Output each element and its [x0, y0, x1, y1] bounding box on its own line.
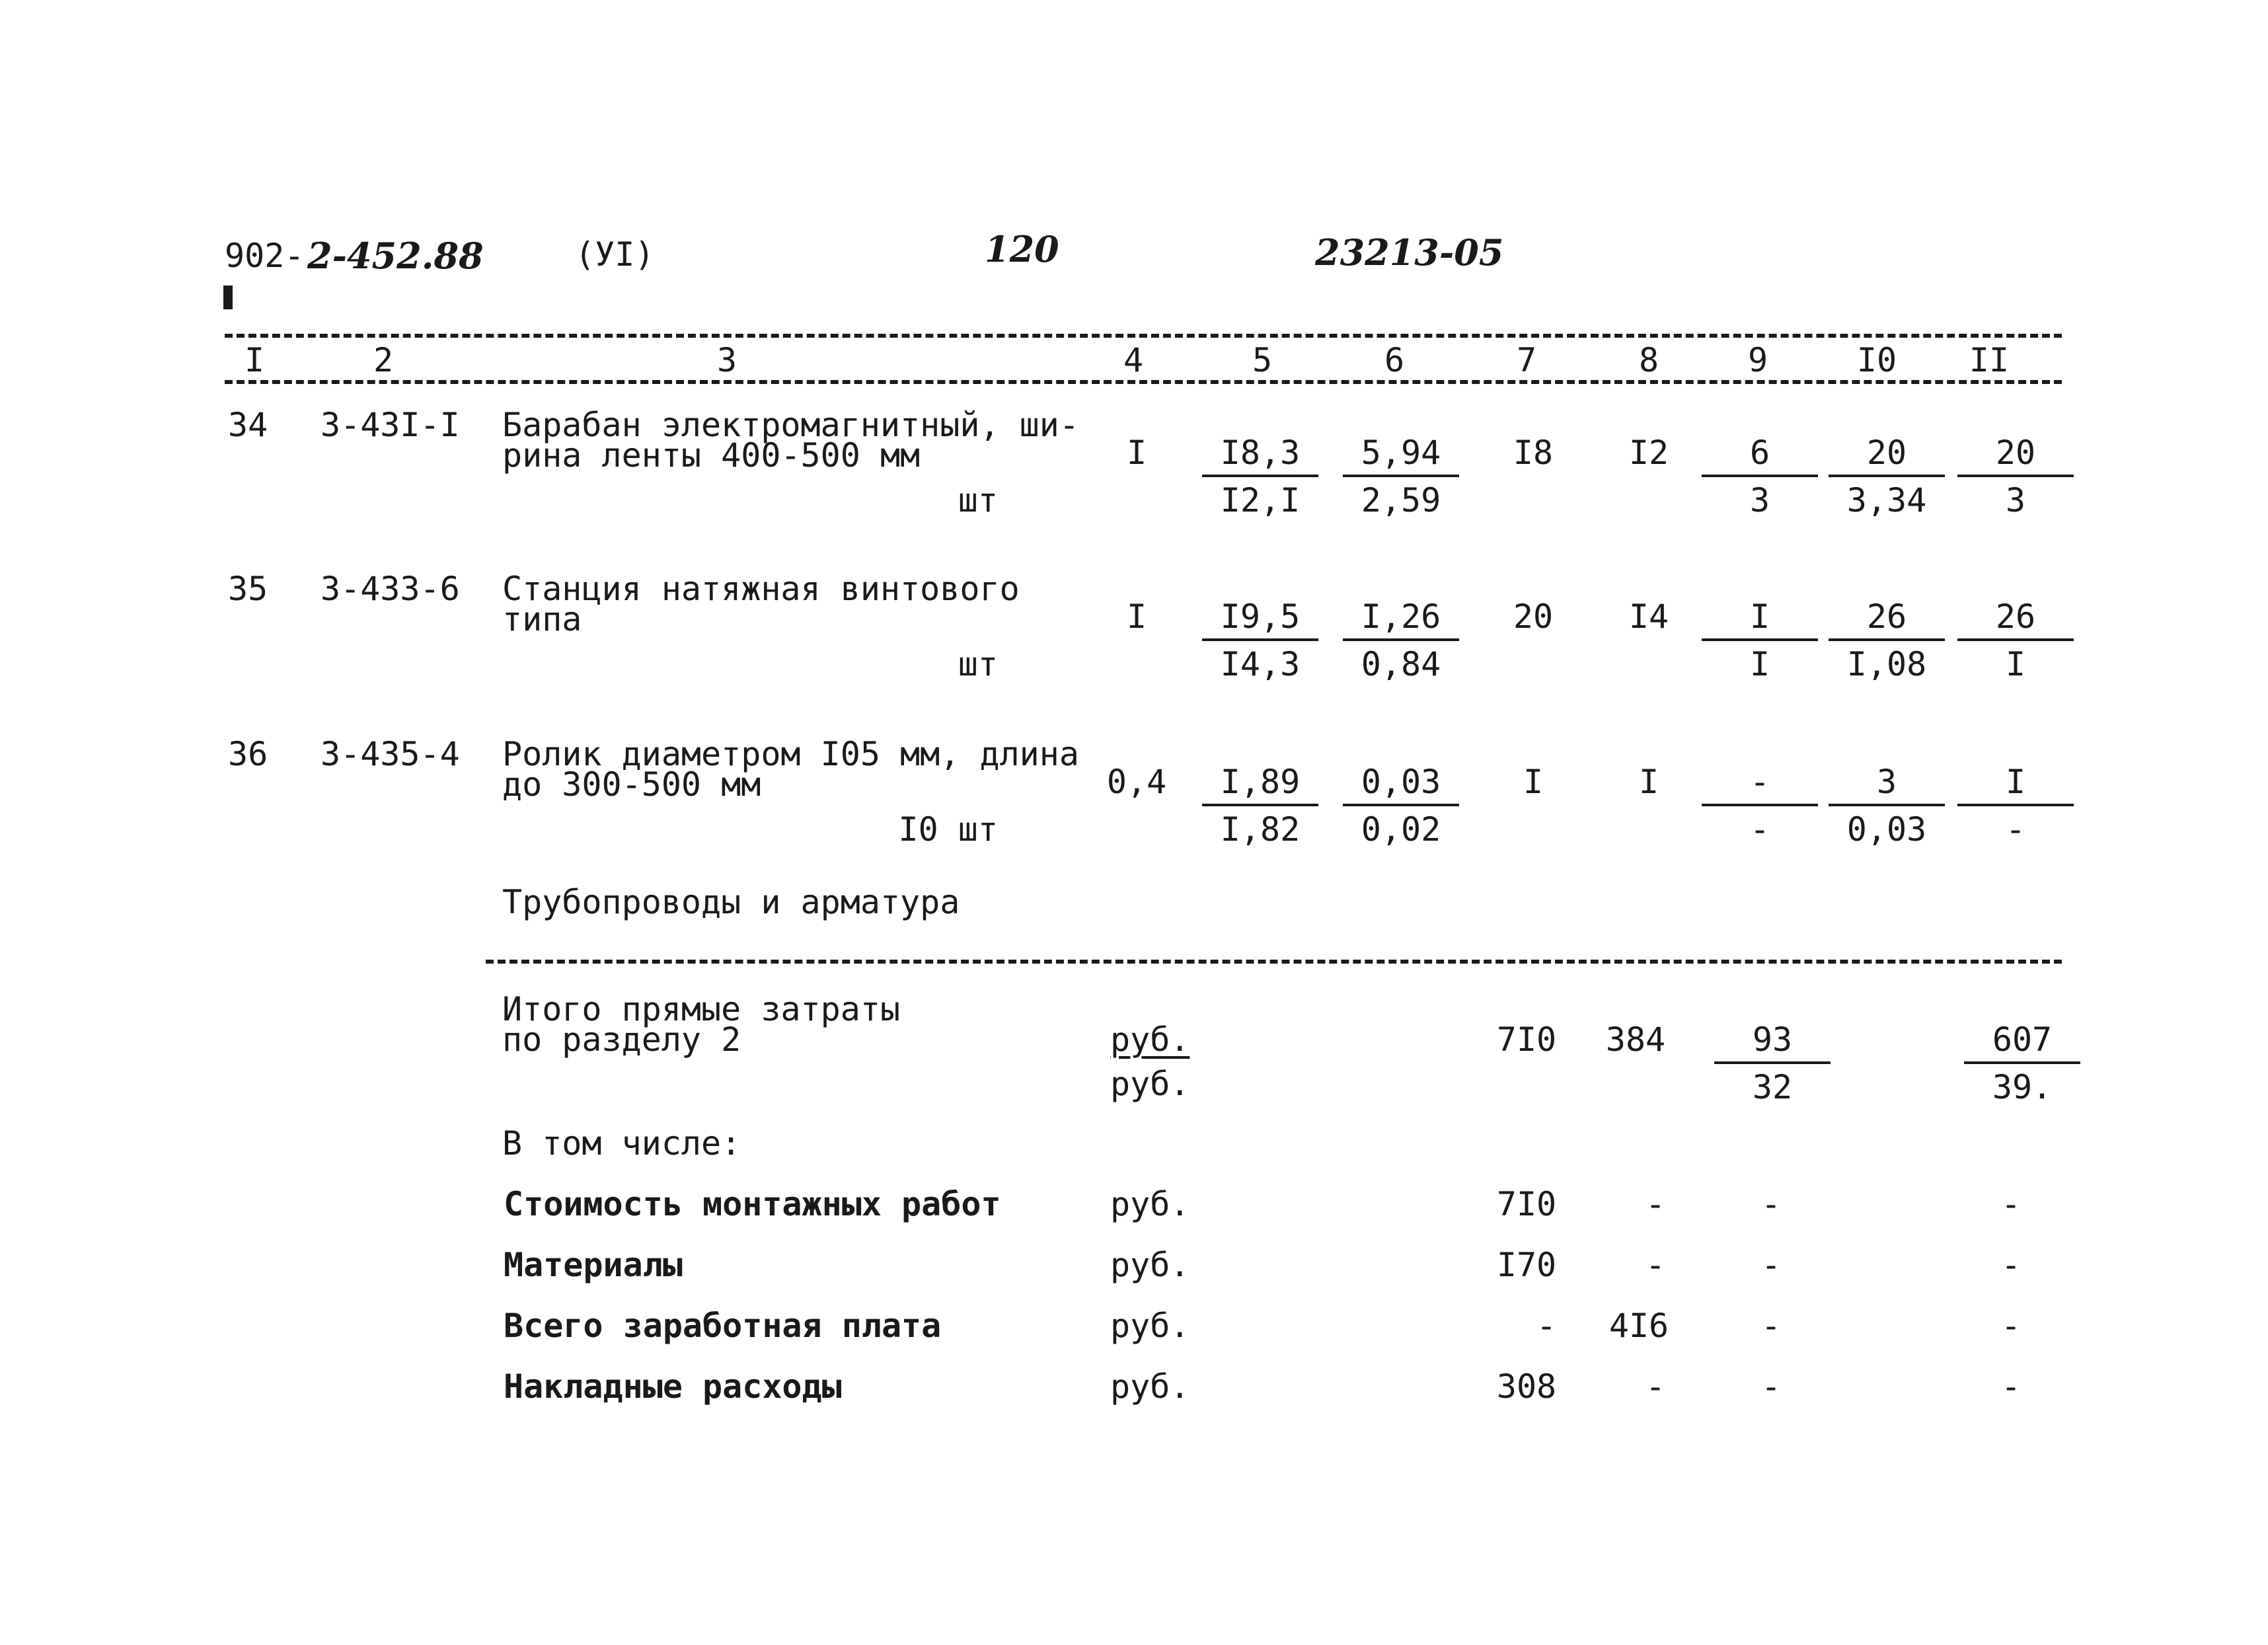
row-code: 3-435-4	[321, 735, 460, 773]
row-col11-num: 26	[1995, 597, 2036, 636]
section-label: (УI)	[575, 235, 655, 274]
row-col6-num: 0,03	[1361, 763, 1441, 801]
row-unit: шт	[958, 481, 998, 519]
row-col7: 20	[1513, 597, 1554, 636]
row-col6-den: 0,84	[1361, 645, 1441, 683]
row-col5-num: I9,5	[1220, 597, 1301, 636]
row-col10-num: 20	[1866, 434, 1907, 472]
header-rule-top	[225, 334, 2062, 338]
row-col9	[1687, 765, 1833, 847]
col-header-11: II	[1969, 341, 2010, 379]
row-unit: шт	[958, 645, 998, 683]
row-col5	[1188, 765, 1333, 847]
col-header-2: 2	[373, 341, 394, 379]
row-col10-den: I,08	[1846, 645, 1927, 683]
totals-col11	[1949, 1020, 2095, 1106]
col-header-7: 7	[1516, 341, 1537, 379]
row-name-line2: рина ленты 400-500 мм	[502, 436, 921, 475]
col-header-9: 9	[1747, 341, 1768, 379]
row-qty: 0,4	[1106, 763, 1167, 801]
fraction-bar	[1343, 804, 1459, 806]
fraction-bar	[1957, 804, 2074, 806]
totals-col9-den: 32	[1752, 1068, 1793, 1106]
page-number: 120	[985, 228, 1059, 270]
fraction-bar	[1957, 638, 2074, 641]
totals-unit-top: руб.	[1110, 1020, 1190, 1059]
row-col9-num: 6	[1749, 434, 1770, 472]
row-col6-den: 0,02	[1361, 810, 1441, 849]
fraction-bar	[1714, 1061, 1831, 1064]
row-col5-den: I2,I	[1220, 481, 1301, 519]
doc-code-suffix: 2-452.88	[307, 235, 484, 277]
row-col5-num: I,89	[1220, 763, 1301, 801]
breakdown-col11: -	[2000, 1307, 2022, 1345]
row-col8: I4	[1628, 597, 1669, 636]
row-col6-num: I,26	[1361, 597, 1441, 636]
row-col11-den: I	[2005, 645, 2026, 683]
col-header-1: I	[244, 341, 265, 379]
breakdown-col9: -	[1760, 1246, 1782, 1284]
breakdown-label: Всего заработная плата	[504, 1307, 942, 1345]
fraction-bar	[1702, 804, 1818, 806]
breakdown-unit: руб.	[1110, 1246, 1190, 1284]
row-col11-den: -	[2005, 810, 2026, 849]
row-name-line1: Барабан электромагнитный, ши-	[502, 406, 1079, 444]
breakdown-unit: руб.	[1110, 1367, 1190, 1406]
row-col10-den: 3,34	[1846, 481, 1927, 519]
row-col9-den: I	[1749, 645, 1770, 683]
breakdown-label: Стоимость монтажных работ	[504, 1185, 1001, 1223]
row-code: 3-43I-I	[321, 406, 460, 444]
col-header-8: 8	[1638, 341, 1659, 379]
col-header-3: 3	[716, 341, 737, 379]
row-name-line1: Станция натяжная винтового	[502, 570, 1020, 608]
row-position: 36	[228, 735, 268, 773]
fraction-bar	[1829, 475, 1945, 477]
doc-code-prefix: 902-	[225, 237, 305, 275]
breakdown-label: Материалы	[504, 1246, 683, 1284]
col-header-6: 6	[1384, 341, 1405, 379]
fraction-bar	[1343, 638, 1459, 641]
row-col8: I	[1638, 763, 1659, 801]
row-col9	[1687, 597, 1833, 683]
row-col9-num: I	[1749, 597, 1770, 636]
breakdown-col9: -	[1760, 1307, 1782, 1345]
breakdown-unit: руб.	[1110, 1185, 1190, 1223]
breakdown-unit: руб.	[1110, 1307, 1190, 1345]
totals-label-line2: по разделу 2	[502, 1020, 741, 1059]
fraction-bar	[1829, 638, 1945, 641]
row-col8: I2	[1628, 434, 1669, 472]
row-col11	[1943, 436, 2088, 518]
totals-label-line1: Итого прямые затраты	[502, 990, 901, 1028]
row-col11	[1943, 765, 2088, 847]
totals-col9-num: 93	[1752, 1020, 1793, 1059]
breakdown-label: Накладные расходы	[504, 1367, 842, 1406]
row-col10-den: 0,03	[1846, 810, 1927, 849]
breakdown-col7: I70	[1496, 1246, 1557, 1284]
breakdown-col7: 7I0	[1496, 1185, 1557, 1223]
row-col6	[1328, 597, 1474, 683]
breakdown-col11: -	[2000, 1185, 2022, 1223]
row-col11-num: I	[2005, 763, 2026, 801]
row-code: 3-433-6	[321, 570, 460, 608]
row-col6	[1328, 765, 1474, 847]
header-rule-bottom	[225, 380, 2062, 384]
row-col5-den: I,82	[1220, 810, 1301, 849]
breakdown-col8: 4I6	[1608, 1307, 1669, 1345]
row-col6-den: 2,59	[1361, 481, 1441, 519]
row-col5	[1188, 436, 1333, 518]
album-code: 23213-05	[1315, 231, 1504, 274]
row-name-line2: до 300-500 мм	[502, 765, 761, 804]
fraction-bar	[1202, 638, 1318, 641]
totals-separator	[486, 960, 2062, 964]
col-header-4: 4	[1123, 341, 1144, 379]
col-header-5: 5	[1252, 341, 1273, 379]
subsection-title: Трубопроводы и арматура	[502, 883, 960, 921]
breakdown-col7: -	[1536, 1307, 1557, 1345]
breakdown-col11: -	[2000, 1246, 2022, 1284]
col-header-10: I0	[1856, 341, 1897, 379]
row-col6-num: 5,94	[1361, 434, 1441, 472]
fraction-bar	[1829, 804, 1945, 806]
row-col7: I	[1523, 763, 1544, 801]
row-qty: I	[1126, 597, 1147, 636]
row-col11-den: 3	[2005, 481, 2026, 519]
row-col10	[1814, 597, 1959, 683]
totals-col7: 7I0	[1496, 1020, 1557, 1059]
including-label: В том числе:	[502, 1124, 741, 1163]
totals-col11-num: 607	[1992, 1020, 2053, 1059]
margin-mark	[223, 286, 233, 309]
row-col11-num: 20	[1995, 434, 2036, 472]
breakdown-col11: -	[2000, 1367, 2022, 1406]
totals-col8: 384	[1605, 1020, 1666, 1059]
totals-unit-bottom: руб.	[1110, 1065, 1190, 1103]
row-col9-num: -	[1749, 763, 1770, 801]
breakdown-col8: -	[1645, 1246, 1666, 1284]
fraction-bar	[1702, 475, 1818, 477]
row-col5-num: I8,3	[1220, 434, 1301, 472]
row-unit: I0 шт	[898, 810, 998, 849]
fraction-bar	[1964, 1061, 2080, 1064]
totals-col9	[1700, 1020, 1845, 1106]
row-col7: I8	[1513, 434, 1554, 472]
fraction-bar	[1343, 475, 1459, 477]
fraction-bar	[1202, 804, 1318, 806]
row-position: 34	[228, 406, 268, 444]
breakdown-col8: -	[1645, 1185, 1666, 1223]
row-col9-den: -	[1749, 810, 1770, 849]
row-col5-den: I4,3	[1220, 645, 1301, 683]
row-col9	[1687, 436, 1833, 518]
breakdown-col9: -	[1760, 1185, 1782, 1223]
breakdown-col7: 308	[1496, 1367, 1557, 1406]
fraction-bar	[1702, 638, 1818, 641]
row-col6	[1328, 436, 1474, 518]
row-col10-num: 26	[1866, 597, 1907, 636]
row-name-line1: Ролик диаметром I05 мм, длина	[502, 735, 1079, 773]
row-col10	[1814, 436, 1959, 518]
fraction-bar	[1202, 475, 1318, 477]
fraction-bar	[1957, 475, 2074, 477]
row-name-line2: типа	[502, 600, 582, 638]
row-qty: I	[1126, 434, 1147, 472]
row-col10	[1814, 765, 1959, 847]
row-col9-den: 3	[1749, 481, 1770, 519]
row-col5	[1188, 597, 1333, 683]
row-col11	[1943, 597, 2088, 683]
totals-col11-den: 39.	[1992, 1068, 2053, 1106]
row-position: 35	[228, 570, 268, 608]
breakdown-col9: -	[1760, 1367, 1782, 1406]
breakdown-col8: -	[1645, 1367, 1666, 1406]
row-col10-num: 3	[1876, 763, 1897, 801]
